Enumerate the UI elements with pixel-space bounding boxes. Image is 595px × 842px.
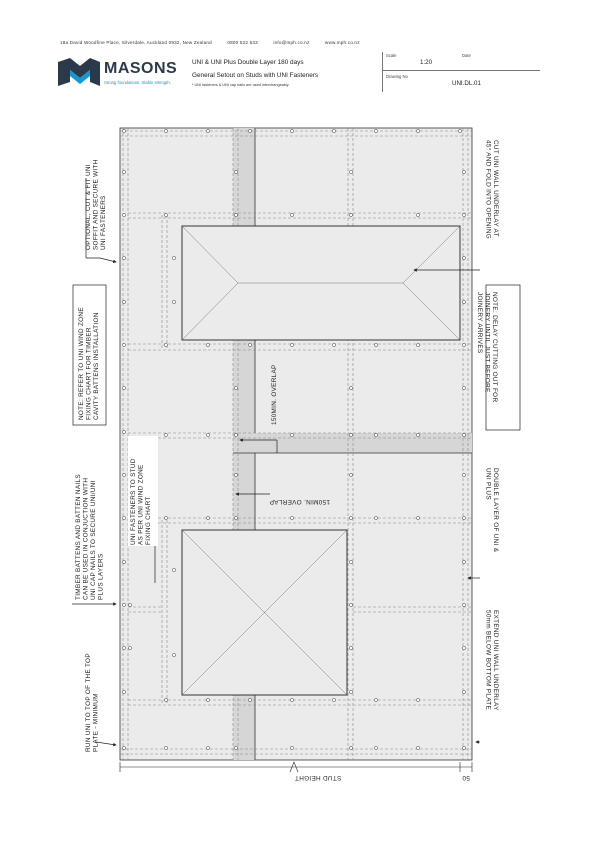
- date-label: Date: [462, 53, 471, 58]
- note-extend-underlay: EXTEND UNI WALL UNDERLAY50mm BELOW BOTTOM PLATE: [484, 610, 499, 711]
- note-double-layer: DOUBLE LAYER OF UNI &UNI PLUS: [484, 468, 499, 553]
- phone-text: 0800 522 533: [227, 40, 258, 45]
- note-uni-fasteners: UNI FASTENERS TO STUDAS PER UNI WIND ZONEFIXING CHART: [130, 458, 152, 545]
- svg-text:OPTIONAL, CUT & FIT UNISOFFIT: OPTIONAL, CUT & FIT UNISOFFIT AND SECURE WITHUNI FASTENERS: [85, 159, 107, 250]
- dim-50-label: 50: [462, 774, 470, 781]
- stud-height-label: STUD HEIGHT: [294, 774, 342, 781]
- lower-window-opening: [182, 530, 347, 695]
- upper-window-opening: [182, 226, 460, 340]
- note-delay-cutting: NOTE: DELAY CUTTING OUT FORJOINERY UNTIL JUST BEFOREJOINERY ARRIVES: [476, 292, 498, 403]
- note-optional-soffit: [85, 159, 107, 250]
- website-text: www.mph.co.nz: [324, 40, 360, 45]
- note-cut-uni-45: CUT UNI WALL UNDERLAY AT45° AND FOLD INTO OPENING: [484, 140, 499, 240]
- note-timber-battens: TIMBER BATTENS AND BATTEN NAILSCAN BE USED IN CONJUCTION WITHUNI CAP NAILS TO SECURE UNI/UNIPLUS LAYERS: [75, 474, 105, 600]
- brand-tagline: Strong foundations. Stable strength.: [104, 80, 171, 85]
- drawing-no-label: Drawing No: [386, 74, 408, 79]
- scale-label: Scale: [386, 53, 397, 58]
- note-refer-windzone: NOTE: REFER TO UNI WIND ZONEFIXING CHART FOR TIMBERCAVITY BATTENS INSTALLATION: [78, 307, 100, 420]
- note-run-uni-top: RUN UNI TO TOP OF THE TOPPLATE - MINIMUM: [85, 653, 100, 752]
- address-text: 18a David Woodfine Place, Silverdale, Auckland 0932, New Zealand: [60, 40, 212, 45]
- brand-name: MASONS: [104, 60, 178, 77]
- scale-value: 1:20: [420, 59, 433, 66]
- note-overlap-lower: 150MIN. OVERLAP: [269, 498, 330, 505]
- email-text: info@mph.co.nz: [273, 40, 310, 45]
- note-overlap-upper: 150MIN. OVERLAP: [271, 364, 278, 425]
- drawing-subtitle: General Setout on Studs with UNI Fasteners: [192, 72, 319, 79]
- drawing-title: UNI & UNI Plus Double Layer 180 days: [192, 59, 304, 66]
- stud-height-dimension: [120, 762, 472, 772]
- drawing-footnote: * UNI fasteners & UNI cap nails are used interchangeably: [192, 83, 289, 87]
- drawing-no-value: UNI.DL.01: [452, 80, 481, 87]
